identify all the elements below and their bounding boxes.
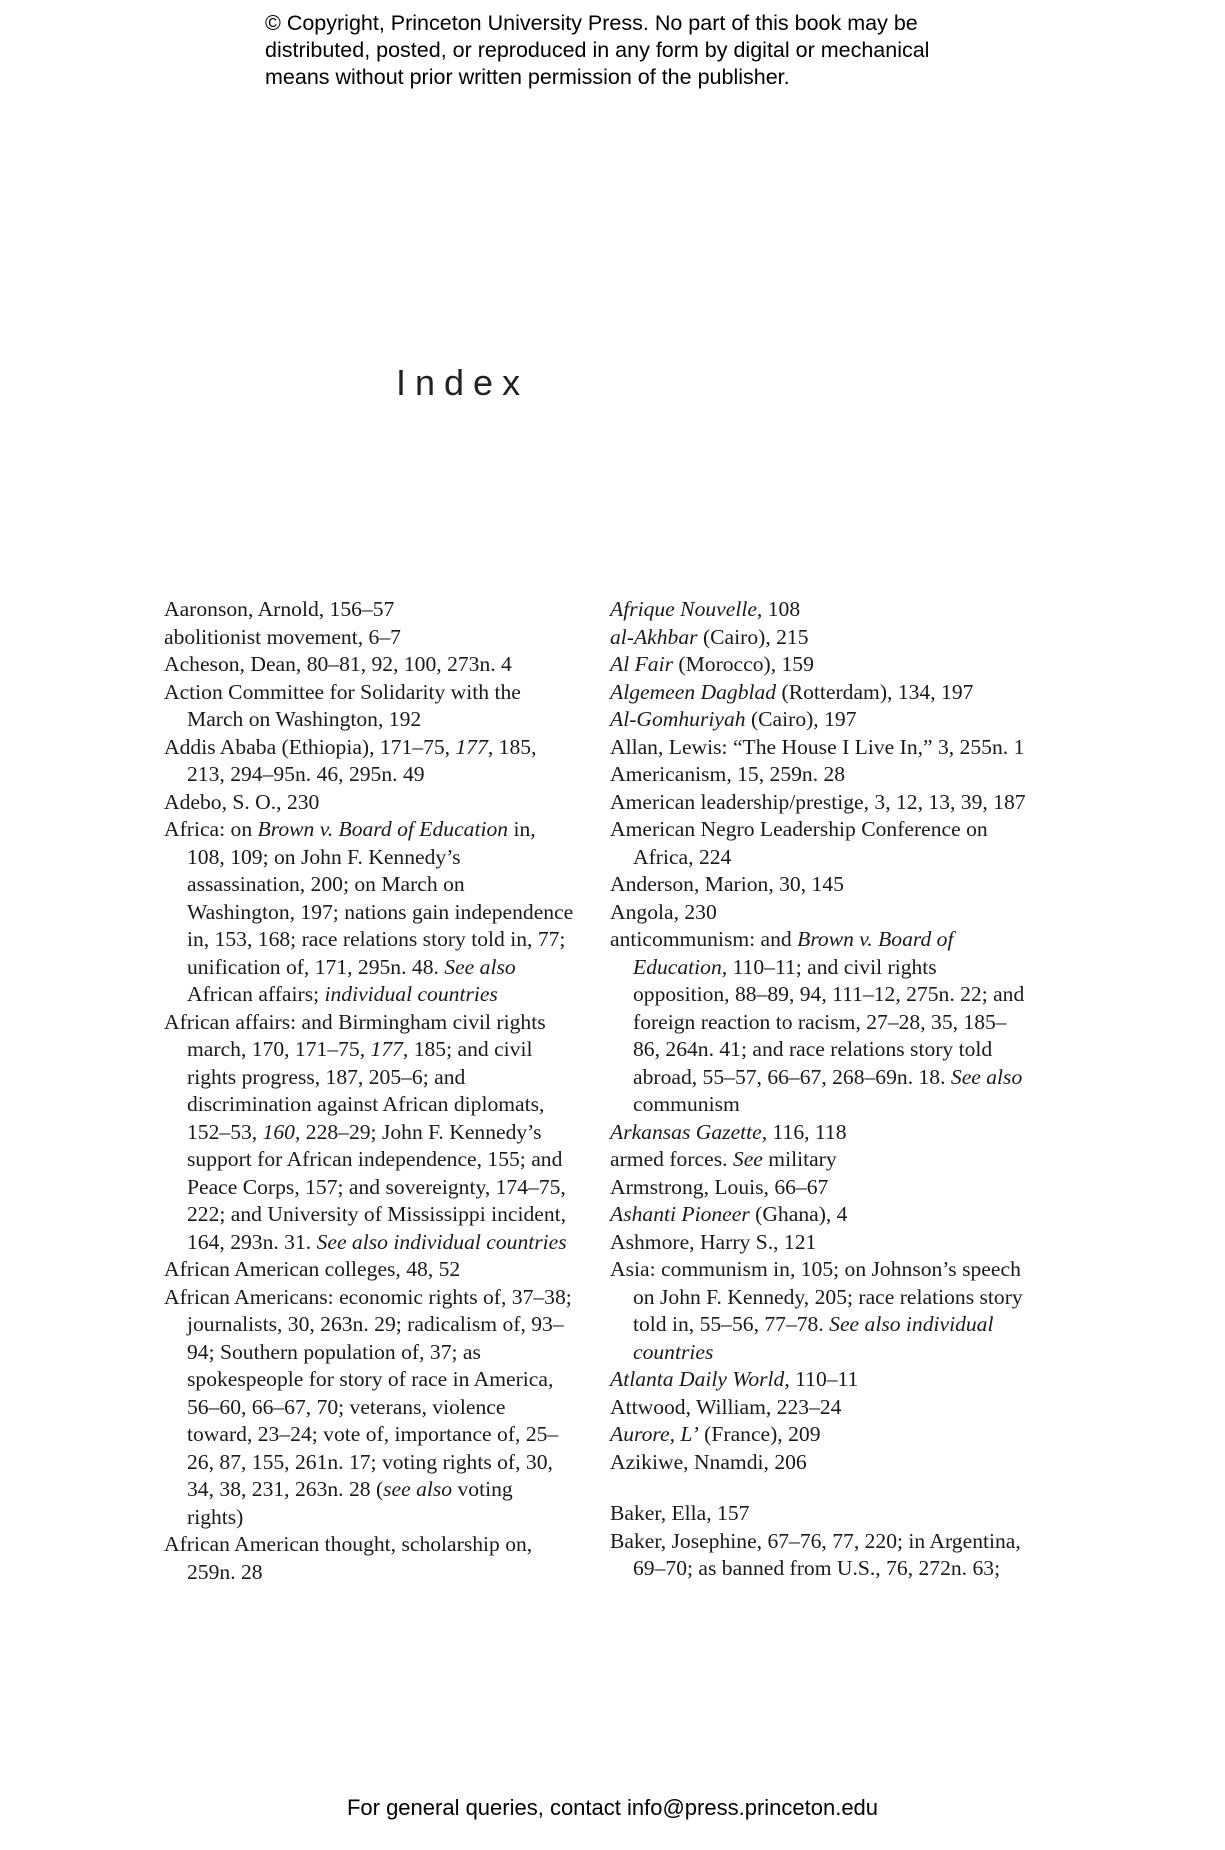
index-entry-text: Addis Ababa (Ethiopia), 171–75, bbox=[164, 734, 456, 759]
index-entry-text: (France), 209 bbox=[698, 1422, 821, 1446]
index-entry-text: African affairs; bbox=[187, 982, 325, 1006]
index-entry bbox=[610, 1229, 1030, 1257]
index-entry bbox=[610, 706, 1030, 734]
index-entry-text: abolitionist movement, 6–7 bbox=[164, 624, 401, 649]
index-entry-italic-text: Arkansas Gazette, bbox=[610, 1119, 768, 1144]
index-entry bbox=[164, 679, 574, 734]
index-entry-text: Africa: on bbox=[164, 817, 258, 841]
index-entry-italic-text: Brown v. Board of Education, bbox=[633, 927, 954, 979]
index-entry bbox=[164, 651, 574, 679]
index-entry-text: military bbox=[762, 1147, 837, 1171]
index-entry-text: 185; and civil rights progress, 187, 205–6; and discrimination against African diplomats, 152–53, bbox=[187, 1037, 545, 1144]
index-column-left bbox=[164, 596, 574, 1586]
index-entry-italic-text: See also bbox=[444, 954, 516, 979]
index-entry bbox=[610, 816, 1030, 871]
index-entry-text: Americanism, 15, 259n. 28 bbox=[610, 762, 846, 786]
copyright-line: means without prior written permission of the publisher. bbox=[265, 65, 790, 89]
index-entry bbox=[164, 1284, 574, 1532]
index-entry-italic-text: al-Akhbar bbox=[610, 624, 698, 649]
index-entry-italic-text: Al-Gomhuriyah bbox=[610, 707, 746, 731]
index-entry-text: anticommunism: and bbox=[610, 927, 798, 951]
index-entry-text: (Cairo), 215 bbox=[697, 624, 809, 649]
index-entry bbox=[610, 1528, 1030, 1583]
index-entry-text: Action Committee for Solidarity with the March on Washington, 192 bbox=[164, 679, 521, 731]
index-entry bbox=[164, 816, 574, 1009]
index-entry-text: African American colleges, 48, 52 bbox=[164, 1257, 461, 1281]
index-entry-italic-text: See also individual countries bbox=[316, 1229, 567, 1254]
index-entry bbox=[164, 596, 574, 624]
page-title: Index bbox=[396, 362, 530, 403]
index-entry bbox=[164, 624, 574, 652]
index-entry-text: Anderson, Marion, 30, 145 bbox=[610, 872, 844, 896]
footer-contact: For general queries, contact info@press.princeton.edu bbox=[346, 1795, 879, 1820]
index-entry-italic-text: See bbox=[732, 1147, 763, 1171]
index-entry-text: (Ghana), 4 bbox=[749, 1202, 848, 1226]
index-entry-italic-text: see also bbox=[383, 1477, 453, 1501]
index-entry bbox=[610, 926, 1030, 1119]
index-entry-text: American Negro Leadership Conference on Africa, 224 bbox=[610, 817, 988, 869]
index-entry-text: Azikiwe, Nnamdi, 206 bbox=[610, 1449, 807, 1474]
index-entry-text: Angola, 230 bbox=[610, 899, 717, 924]
index-entry-text: 110–11 bbox=[789, 1367, 859, 1391]
index-entry-text: Adebo, S. O., 230 bbox=[164, 789, 320, 814]
index-entry-italic-text: See also individual countries bbox=[633, 1312, 994, 1364]
index-entry bbox=[164, 1531, 574, 1586]
index-entry bbox=[610, 1449, 1030, 1477]
index-entry-text: African American thought, scholarship on, 259n. 28 bbox=[164, 1532, 533, 1584]
index-entry-italic-text: See also bbox=[950, 1064, 1023, 1089]
index-entry-text: voting rights) bbox=[187, 1477, 513, 1529]
index-entry-italic-text: 177, bbox=[370, 1037, 409, 1061]
index-entry bbox=[610, 1394, 1030, 1422]
index-entry-text: in, 108, 109; on John F. Kennedy’s assassination, 200; on March on Washington, 197; nations gain independence in, 153, 168; race relations story told in, 77; unification of, 171, 295n. 48. bbox=[187, 817, 574, 979]
index-entry-text: African Americans: economic rights of, 37–38; journalists, 30, 263n. 29; radicalism of, 93–94; Southern population of, 37; as spokespeople for story of race in America, 56–60, 66–67, 70; veterans, violence toward, 23–24; vote of, importance of, 25–26, 87, 155, 261n. 17; voting rights of, 30, 34, 38, 231, 263n. 28 ( bbox=[164, 1284, 572, 1501]
index-entry bbox=[610, 734, 1030, 762]
letter-section-gap bbox=[610, 1476, 1030, 1500]
index-entry-italic-text: Afrique Nouvelle, bbox=[610, 597, 763, 621]
index-entry bbox=[610, 1119, 1030, 1147]
index-entry bbox=[610, 1201, 1030, 1229]
index-entry-text: 185, 213, 294–95n. 46, 295n. 49 bbox=[187, 734, 537, 786]
index-entry-italic-text: 177, bbox=[455, 734, 494, 759]
index-entry-text: armed forces. bbox=[610, 1147, 733, 1171]
index-entry-text: (Rotterdam), 134, 197 bbox=[776, 679, 974, 704]
index-entry-text: communism bbox=[633, 1092, 740, 1116]
index-entry-italic-text: Al Fair bbox=[610, 652, 673, 676]
index-entry bbox=[610, 871, 1030, 899]
index-entry-italic-text: 160, bbox=[262, 1119, 301, 1144]
index-entry-text: Asia: communism in, 105; on Johnson’s speech on John F. Kennedy, 205; race relations story told in, 55–56, 77–78. bbox=[610, 1257, 1023, 1336]
index-entry-text: Baker, Josephine, 67–76, 77, 220; in Argentina, 69–70; as banned from U.S., 76, 272n. 63; bbox=[610, 1528, 1021, 1580]
index-entry-text: Armstrong, Louis, 66–67 bbox=[610, 1174, 829, 1199]
index-entry bbox=[610, 761, 1030, 789]
index-entry-text: African affairs: and Birmingham civil rights march, 170, 171–75, bbox=[164, 1009, 546, 1061]
index-entry-italic-text: Ashanti Pioneer bbox=[610, 1202, 750, 1226]
index-entry-text: 108 bbox=[762, 597, 801, 621]
index-column-right bbox=[610, 596, 1030, 1583]
index-entry-text: Attwood, William, 223–24 bbox=[610, 1394, 842, 1419]
index-entry-text: Acheson, Dean, 80–81, 92, 100, 273n. 4 bbox=[164, 652, 512, 676]
index-entry bbox=[164, 1256, 574, 1284]
copyright-line: © Copyright, Princeton University Press. No part of this book may be bbox=[265, 11, 918, 35]
index-entry-text: Aaronson, Arnold, 156–57 bbox=[164, 597, 395, 621]
copyright-notice bbox=[265, 10, 1025, 91]
index-entry-text: 228–29; John F. Kennedy’s support for African independence, 155; and Peace Corps, 157; and sovereignty, 174–75, 222; and University of Mississippi incident, 164, 293n. 31. bbox=[187, 1119, 567, 1254]
index-entry bbox=[610, 899, 1030, 927]
copyright-line: distributed, posted, or reproduced in any form by digital or mechanical bbox=[265, 38, 930, 62]
index-entry bbox=[610, 1500, 1030, 1528]
index-entry-text: 110–11; and civil rights opposition, 88–89, 94, 111–12, 275n. 22; and foreign reaction to racism, 27–28, 35, 185–86, 264n. 41; and race relations story told abroad, 55–57, 66–67, 268–69n. 18. bbox=[633, 954, 1025, 1089]
index-entry bbox=[610, 1146, 1030, 1174]
index-entry-text: Baker, Ella, 157 bbox=[610, 1501, 750, 1525]
index-entry-text: Ashmore, Harry S., 121 bbox=[610, 1229, 817, 1254]
index-entry-text: 116, 118 bbox=[767, 1119, 847, 1144]
index-entry bbox=[610, 1174, 1030, 1202]
index-entry-text: American leadership/prestige, 3, 12, 13, 39, 187 bbox=[610, 789, 1026, 814]
index-entry-italic-text: individual countries bbox=[324, 982, 498, 1006]
index-entry bbox=[610, 789, 1030, 817]
index-entry-text: (Cairo), 197 bbox=[745, 707, 857, 731]
index-entry bbox=[610, 1366, 1030, 1394]
index-entry-text: (Morocco), 159 bbox=[672, 652, 814, 676]
index-entry bbox=[610, 1256, 1030, 1366]
index-entry-text: Allan, Lewis: “The House I Live In,” 3, 255n. 1 bbox=[610, 734, 1025, 759]
index-entry bbox=[164, 789, 574, 817]
index-entry bbox=[164, 1009, 574, 1257]
index-entry bbox=[610, 679, 1030, 707]
index-entry-italic-text: Algemeen Dagblad bbox=[610, 679, 777, 704]
index-entry bbox=[610, 624, 1030, 652]
index-entry-italic-text: Brown v. Board of Education bbox=[257, 817, 509, 841]
index-entry bbox=[164, 734, 574, 789]
index-entry bbox=[610, 651, 1030, 679]
index-entry-italic-text: Aurore, L’ bbox=[610, 1422, 699, 1446]
index-entry bbox=[610, 596, 1030, 624]
index-entry bbox=[610, 1421, 1030, 1449]
index-entry-italic-text: Atlanta Daily World, bbox=[610, 1367, 790, 1391]
